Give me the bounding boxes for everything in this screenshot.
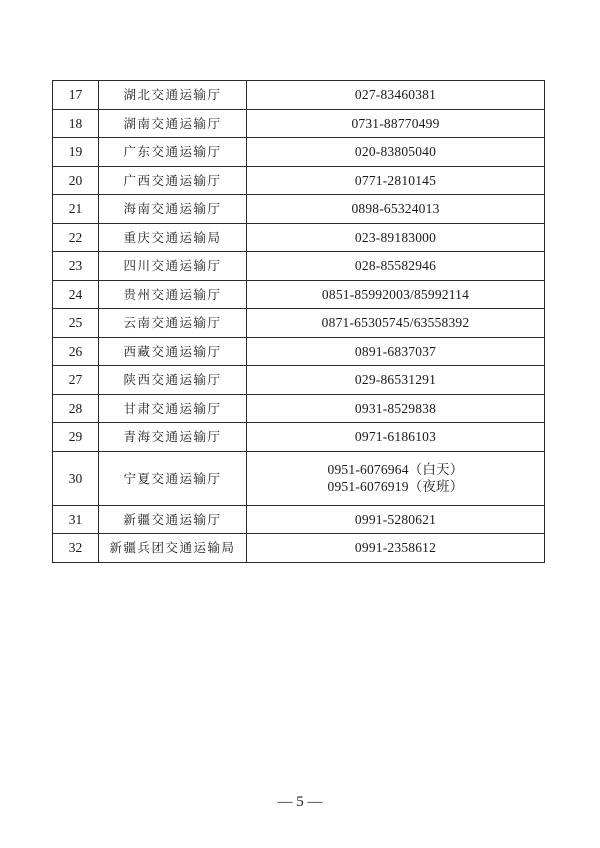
table-row bbox=[53, 166, 545, 195]
phone-cell bbox=[247, 166, 545, 195]
department-cell: 青海交通运输厅 bbox=[99, 423, 247, 452]
phone-number: 0991-5280621 bbox=[354, 511, 437, 527]
table-row bbox=[53, 451, 545, 505]
contact-table bbox=[52, 80, 545, 563]
row-number-cell: 24 bbox=[53, 280, 99, 309]
department-cell: 重庆交通运输局 bbox=[99, 223, 247, 252]
page-number: — 5 — bbox=[277, 794, 323, 810]
phone-cell bbox=[247, 423, 545, 452]
phone-number: 0851-85992003/85992114 bbox=[321, 286, 470, 302]
department-cell: 广西交通运输厅 bbox=[99, 166, 247, 195]
department-cell: 云南交通运输厅 bbox=[99, 309, 247, 338]
row-number-cell: 32 bbox=[53, 534, 99, 563]
table-row bbox=[53, 394, 545, 423]
phone-number: 028-85582946 bbox=[354, 258, 437, 274]
department-cell: 贵州交通运输厅 bbox=[99, 280, 247, 309]
phone-number: 0771-2810145 bbox=[354, 172, 437, 188]
phone-cell bbox=[247, 337, 545, 366]
phone-number: 0971-6186103 bbox=[354, 429, 437, 445]
phone-cell bbox=[247, 252, 545, 281]
phone-number: 0898-65324013 bbox=[351, 201, 440, 217]
table-row bbox=[53, 252, 545, 281]
table-row bbox=[53, 109, 545, 138]
department-cell: 新疆交通运输厅 bbox=[99, 505, 247, 534]
table-row bbox=[53, 534, 545, 563]
department-cell: 湖北交通运输厅 bbox=[99, 81, 247, 110]
phone-number: 023-89183000 bbox=[354, 229, 437, 245]
phone-cell bbox=[247, 138, 545, 167]
row-number-cell: 27 bbox=[53, 366, 99, 395]
table-row bbox=[53, 280, 545, 309]
department-cell: 陕西交通运输厅 bbox=[99, 366, 247, 395]
phone-cell bbox=[247, 223, 545, 252]
phone-cell bbox=[247, 451, 545, 505]
department-cell: 海南交通运输厅 bbox=[99, 195, 247, 224]
row-number-cell: 31 bbox=[53, 505, 99, 534]
row-number-cell: 20 bbox=[53, 166, 99, 195]
phone-cell bbox=[247, 366, 545, 395]
department-cell: 宁夏交通运输厅 bbox=[99, 451, 247, 505]
phone-number: 0991-2358612 bbox=[354, 540, 437, 556]
table-row bbox=[53, 138, 545, 167]
row-number-cell: 26 bbox=[53, 337, 99, 366]
row-number-cell: 19 bbox=[53, 138, 99, 167]
phone-number: 029-86531291 bbox=[354, 372, 437, 388]
phone-number: 0891-6837037 bbox=[354, 343, 437, 359]
department-cell: 四川交通运输厅 bbox=[99, 252, 247, 281]
table-row bbox=[53, 366, 545, 395]
table-row bbox=[53, 81, 545, 110]
department-cell: 西藏交通运输厅 bbox=[99, 337, 247, 366]
row-number-cell: 21 bbox=[53, 195, 99, 224]
table-row bbox=[53, 505, 545, 534]
row-number-cell: 29 bbox=[53, 423, 99, 452]
table-row bbox=[53, 223, 545, 252]
phone-number: 0731-88770499 bbox=[351, 115, 440, 131]
row-number-cell: 17 bbox=[53, 81, 99, 110]
row-number-cell: 18 bbox=[53, 109, 99, 138]
table-row bbox=[53, 195, 545, 224]
row-number-cell: 28 bbox=[53, 394, 99, 423]
phone-cell bbox=[247, 109, 545, 138]
phone-number: 0951-6076964（白天） bbox=[327, 462, 464, 477]
contact-table-body bbox=[53, 81, 545, 563]
department-cell: 湖南交通运输厅 bbox=[99, 109, 247, 138]
phone-cell bbox=[247, 309, 545, 338]
row-number-cell: 30 bbox=[53, 451, 99, 505]
table-row bbox=[53, 423, 545, 452]
phone-number: 0931-8529838 bbox=[354, 400, 437, 416]
department-cell: 甘肃交通运输厅 bbox=[99, 394, 247, 423]
phone-cell bbox=[247, 505, 545, 534]
department-cell: 广东交通运输厅 bbox=[99, 138, 247, 167]
table-row bbox=[53, 309, 545, 338]
phone-cell bbox=[247, 195, 545, 224]
phone-cell bbox=[247, 394, 545, 423]
phone-number: 027-83460381 bbox=[354, 87, 437, 103]
row-number-cell: 25 bbox=[53, 309, 99, 338]
row-number-cell: 23 bbox=[53, 252, 99, 281]
table-row bbox=[53, 337, 545, 366]
phone-number: 0951-6076919（夜班） bbox=[327, 479, 464, 494]
phone-cell bbox=[247, 534, 545, 563]
phone-cell bbox=[247, 81, 545, 110]
row-number-cell: 22 bbox=[53, 223, 99, 252]
department-cell: 新疆兵团交通运输局 bbox=[99, 534, 247, 563]
phone-number: 0871-65305745/63558392 bbox=[321, 315, 470, 331]
phone-number: 020-83805040 bbox=[354, 144, 437, 160]
phone-cell bbox=[247, 280, 545, 309]
